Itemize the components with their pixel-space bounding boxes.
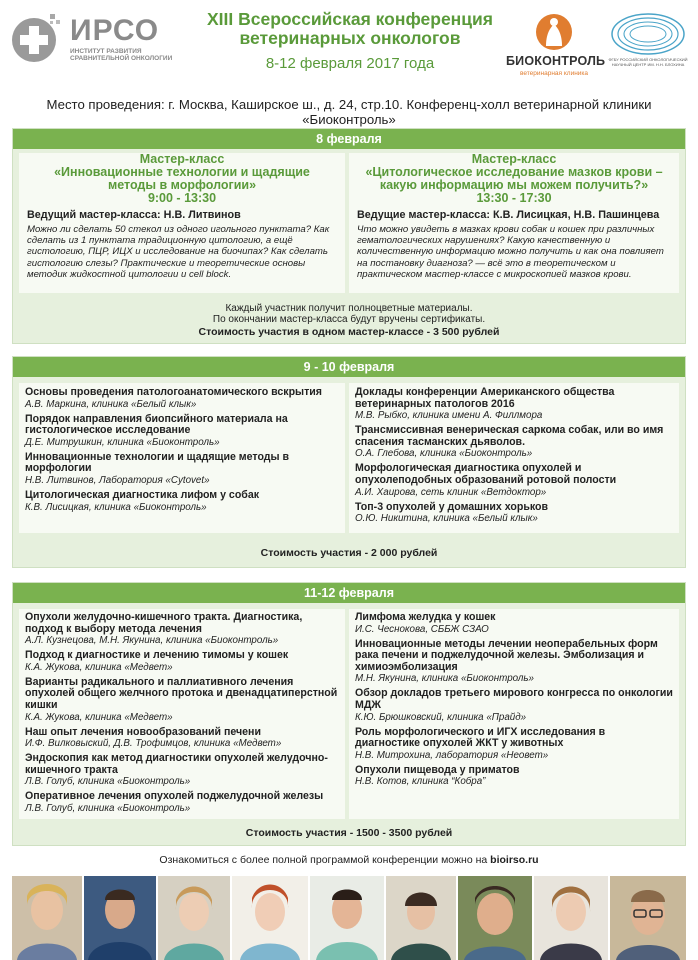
talk-author: О.А. Глебова, клиника «Биоконтроль» [355,448,533,460]
talk-item [355,463,673,497]
left-mc-lead: Ведущий мастер-класса: Н.В. Литвинов [27,209,241,221]
section-day1 [12,128,686,344]
talk-title: Топ-3 опухолей у домашних хорьков [355,500,548,513]
talk-title: Обзор докладов третьего мирового конгресса по онкологии МДЖ [355,687,673,711]
talk-title: Лимфома желудка у кошек [355,611,496,623]
oncology-rings-icon [608,12,688,56]
day2-right-list [355,387,673,524]
biocontrol-logo [506,12,606,77]
oncology-center-subtitle: ФГБУ РОССИЙСКИЙ ОНКОЛОГИЧЕСКИЙ НАУЧНЫЙ ЦЕНТР ИМ. Н.Н. БЛОХИНА [608,57,688,67]
footer-text: Ознакомиться с более полной программой конференции можно на [159,854,491,866]
talk-author: Н.В. Литвинов, Лаборатория «Cytovet» [25,474,210,486]
talk-author: М.Н. Якунина, клиника «Биоконтроль» [355,673,535,685]
speaker-photo-9 [610,876,686,960]
talk-item [355,727,673,761]
conference-title [190,10,510,48]
talk-author: К.А. Жукова, клиника «Медвет» [25,711,173,723]
talk-item [355,387,673,421]
talk-title: Инновационные технологии и щадящие методы в морфологии [25,450,290,475]
day1-bar: 8 февраля [13,129,685,149]
day3-right-list [355,612,673,787]
conference-dates: 8-12 февраля 2017 года [265,55,435,72]
day2-left-panel [19,383,345,533]
left-mc-title-2: методы в морфологии» [107,178,257,192]
header [0,0,698,92]
speaker-photo-6 [386,876,456,960]
left-mc-time: 9:00 - 13:30 [147,191,217,205]
talk-author: А.И. Хаирова, сеть клиник «Ветдоктор» [355,486,547,498]
talk-item [355,765,673,788]
right-mc-heading [357,153,671,205]
footer-link[interactable]: bioirso.ru [490,854,539,866]
right-mc-label: Мастер-класс [471,152,557,166]
talk-author: А.В. Маркина, клиника «Белый клык» [25,398,197,410]
talk-title: Доклады конференции Американского общества ветеринарных патологов 2016 [355,386,615,410]
day1-note-1: Каждый участник получит полноцветные материалы. [225,303,473,314]
talk-title: Эндоскопия как метод диагностики опухолей желудочно-кишечного тракта [25,752,328,776]
day2-left-list [25,387,339,513]
day3-left-panel [19,609,345,819]
section-day2 [12,356,686,568]
talk-author: М.В. Рыбко, клиника имени А. Филлмора [355,410,543,422]
day1-note-2: По окончании мастер-класса будут вручены сертификаты. [212,314,486,325]
venue: Место проведения: г. Москва, Каширское ш., д. 24, стр.10. Конференц-холл ветеринарной клиники «Биоконтроль» [46,97,652,127]
speaker-photos [12,876,686,960]
talk-author: Н.В. Котов, клиника “Кобра” [355,776,486,788]
speaker-photo-8 [534,876,608,960]
talk-author: А.Л. Кузнецова, М.Н. Якунина, клиника «Биоконтроль» [25,635,279,647]
title-line-2: ветеринарных онкологов [239,28,461,48]
talk-title: Оперативное лечения опухолей поджелудочной железы [25,790,324,803]
talk-author: К.Ю. Брюшковский, клиника «Прайд» [355,711,527,723]
section-day3 [12,582,686,846]
talk-title: Основы проведения патологоанатомического вскрытия [25,386,322,398]
talk-item [25,677,339,723]
left-mc-title-1: «Инновационные технологии и щадящие [54,165,310,179]
day3-bar: 11-12 февраля [13,583,685,603]
talk-author: К.А. Жукова, клиника «Медвет» [25,661,173,673]
talk-author: О.Ю. Никитина, клиника «Белый клык» [355,513,538,525]
talk-title: Опухоли желудочно-кишечного тракта. Диагностика, подход к выбору метода лечения [25,611,303,635]
right-mc-title-1: «Цитологическое исследование мазков крови – [365,165,663,179]
talk-title: Трансмиссивная венерическая саркома собак, или во имя спасения тасманских дьяволов. [355,424,664,448]
day2-right-panel [349,383,679,533]
day3-right-panel [349,609,679,819]
talk-item [355,612,673,635]
irso-logo [10,12,180,64]
right-mc-time: 13:30 - 17:30 [476,191,552,205]
talk-author: И.Ф. Вилковыский, Д.В. Трофимцов, клиника «Медвет» [25,738,282,750]
biocontrol-name: БИОКОНТРОЛЬ [506,54,606,68]
day3-cost: Стоимость участия - 1500 - 3500 рублей [245,827,453,839]
right-mc-lead: Ведущие мастер-класса: К.В. Лисицкая, Н.В. Пашинцева [357,209,660,221]
talk-title: Морфологическая диагностика опухолей и опухолеподобных образований ротовой полости [355,462,617,486]
talk-author: Н.В. Митрохина, лаборатория «Неовет» [355,749,549,761]
talk-author: Д.Е. Митрушкин, клиника «Биоконтроль» [25,436,220,448]
talk-item [25,650,339,673]
talk-title: Наш опыт лечения новообразований печени [25,725,261,738]
talk-item [25,612,339,646]
left-mc-label: Мастер-класс [139,152,225,166]
left-mc-heading [27,153,337,205]
talk-item [25,490,339,513]
talk-item [355,502,673,525]
day1-cost: Стоимость участия в одном мастер-классе - 3 500 рублей [198,326,500,338]
day1-right-panel [349,153,679,293]
irso-subtitle: ИНСТИТУТ РАЗВИТИЯ СРАВНИТЕЛЬНОЙ ОНКОЛОГИИ [70,48,173,62]
irso-cross-icon [10,12,62,64]
talk-author: Л.В. Голуб, клиника «Биоконтроль» [25,776,191,788]
talk-item [25,753,339,787]
speaker-photo-5 [310,876,384,960]
talk-title: Роль морфологического и ИГХ исследования в диагностике опухолей ЖКТ у животных [355,725,606,750]
talk-item [25,387,339,410]
day2-cost: Стоимость участия - 2 000 рублей [260,547,438,559]
talk-title: Варианты радикального и паллиативного лечения опухолей общего желчного протока и двенадцатиперстной кишки [25,675,338,711]
talk-item [355,639,673,685]
talk-item [355,688,673,722]
speaker-photo-1 [12,876,82,960]
speaker-photo-3 [158,876,230,960]
talk-title: Опухоли пищевода у приматов [355,763,520,776]
irso-name: ИРСО [70,14,160,47]
day2-bar: 9 - 10 февраля [13,357,685,377]
talk-author: К.В. Лисицкая, клиника «Биоконтроль» [25,501,207,513]
biocontrol-emblem-icon [506,12,602,54]
speaker-photo-4 [232,876,308,960]
talk-item [25,791,339,814]
right-mc-desc: Что можно увидеть в мазках крови собак и кошек при различных гематологических нарушениях? Какую качественную и количественную информацию можно получить и как она повлияет на постановку диагноза? — всё это в теоретическом и практическом мастер-классе с микроскопией мазков крови. [357,224,664,280]
footer-note [0,854,698,866]
talk-title: Порядок направления биопсийного материала на гистологическое исследование [25,412,288,437]
talk-item [25,727,339,750]
right-mc-title-2: какую информацию мы можем получить?» [379,178,649,192]
oncology-center-logo [608,12,688,76]
talk-author: Л.В. Голуб, клиника «Биоконтроль» [25,802,191,814]
talk-title: Инновационные методы лечении неоперабельных форм рака печени и поджелудочной железы. Эмболизация и химиоэмболизация [355,637,658,673]
talk-title: Цитологическая диагностика лифом у собак [25,488,260,501]
day1-left-panel [19,153,345,293]
title-line-1: XIII Всероссийская конференция [207,9,493,29]
talk-item [25,452,339,486]
left-mc-desc: Можно ли сделать 50 стекол из одного игольного пунктата? Как сделать из 1 пунктата традиционную цитологию, а ещё гистологию, ПЦР, ИЦХ и исследование на биочипах? Как сделать гистологию слезы? Практические и теоретические основы методик жидкостной цитологии и cell block. [27,224,330,280]
biocontrol-subtitle: ветеринарная клиника [519,70,589,77]
talk-item [355,425,673,459]
talk-title: Подход к диагностике и лечению тимомы у кошек [25,649,289,662]
talk-item [25,414,339,448]
talk-author: И.С. Чеснокова, СББЖ СЗАО [355,623,489,635]
day3-left-list [25,612,339,814]
speaker-photo-7 [458,876,532,960]
speaker-photo-2 [84,876,156,960]
